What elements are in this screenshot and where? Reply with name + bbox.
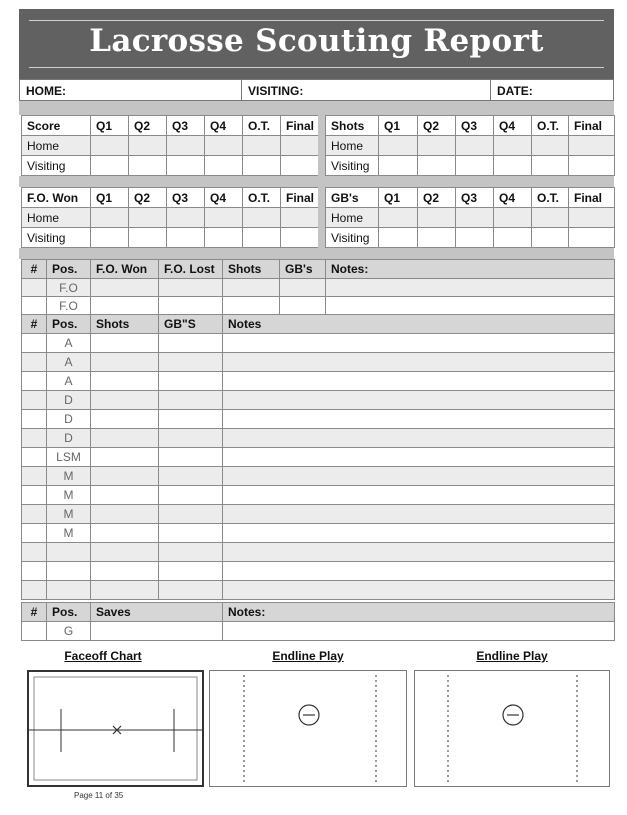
table-row (22, 429, 615, 448)
number-cell[interactable] (22, 429, 47, 448)
position-cell: M (47, 486, 91, 505)
notes-cell[interactable] (223, 622, 615, 641)
fo-cell[interactable] (243, 228, 281, 248)
number-cell[interactable] (22, 279, 47, 297)
q4-header: Q4 (494, 116, 532, 136)
ot-header: O.T. (532, 188, 569, 208)
fo-cell[interactable] (167, 208, 205, 228)
shots-cell[interactable] (418, 136, 456, 156)
shots-cell[interactable] (91, 372, 159, 391)
table-row (22, 279, 615, 297)
number-cell[interactable] (22, 622, 47, 641)
shots-cell[interactable] (91, 410, 159, 429)
number-cell[interactable] (22, 372, 47, 391)
position-cell: M (47, 524, 91, 543)
gb-cell[interactable] (379, 208, 418, 228)
score-cell[interactable] (205, 156, 243, 176)
table-row (22, 467, 615, 486)
position-cell (47, 581, 91, 600)
separator-bar (19, 248, 614, 259)
gbs-cell[interactable] (159, 334, 223, 353)
shots-cell[interactable] (91, 562, 159, 581)
shots-cell[interactable] (418, 156, 456, 176)
q3-header: Q3 (167, 188, 205, 208)
score-cell[interactable] (167, 156, 205, 176)
notes-cell[interactable] (223, 353, 615, 372)
endline-play-label: Endline Play (272, 649, 344, 663)
gbs-cell[interactable] (159, 486, 223, 505)
table-row (22, 581, 615, 600)
banner-rule-bottom (29, 67, 604, 68)
stat-cell[interactable] (223, 279, 280, 297)
shots-cell[interactable] (456, 156, 494, 176)
position-cell: A (47, 334, 91, 353)
pos-header: Pos. (47, 603, 91, 622)
shots-header: Shots (326, 116, 379, 136)
stat-cell[interactable] (159, 279, 223, 297)
final-header: Final (569, 188, 615, 208)
number-cell[interactable] (22, 353, 47, 372)
q3-header: Q3 (456, 116, 494, 136)
notes-cell[interactable] (223, 410, 615, 429)
notes-cell[interactable] (223, 391, 615, 410)
row-label: Home (326, 136, 379, 156)
notes-cell[interactable] (223, 334, 615, 353)
notes-cell[interactable] (326, 297, 615, 315)
q4-header: Q4 (494, 188, 532, 208)
notes-cell[interactable] (223, 467, 615, 486)
groundballs-table (325, 187, 615, 248)
notes-cell[interactable] (223, 562, 615, 581)
fo-won-header: F.O. Won (22, 188, 91, 208)
notes-cell[interactable] (223, 429, 615, 448)
gbs-cell[interactable] (159, 524, 223, 543)
saves-cell[interactable] (91, 622, 223, 641)
shots-cell[interactable] (91, 353, 159, 372)
page-title: Lacrosse Scouting Report (89, 23, 544, 59)
gb-cell[interactable] (532, 208, 569, 228)
gbs-cell[interactable] (159, 505, 223, 524)
shots-cell[interactable] (91, 448, 159, 467)
position-cell: F.O (47, 297, 91, 315)
notes-cell[interactable] (223, 581, 615, 600)
row-label: Home (22, 208, 91, 228)
gb-cell[interactable] (418, 228, 456, 248)
shots-cell[interactable] (91, 467, 159, 486)
faceoff-field-diagram[interactable] (27, 670, 204, 787)
position-cell: F.O (47, 279, 91, 297)
score-cell[interactable] (129, 156, 167, 176)
q3-header: Q3 (456, 188, 494, 208)
number-cell[interactable] (22, 334, 47, 353)
table-row (326, 136, 615, 156)
table-row (22, 297, 615, 315)
table-row (326, 208, 615, 228)
number-cell[interactable] (22, 543, 47, 562)
notes-cell[interactable] (223, 524, 615, 543)
fo-cell[interactable] (91, 228, 129, 248)
ot-header: O.T. (243, 116, 281, 136)
table-row (326, 156, 615, 176)
shots-header: Shots (91, 315, 159, 334)
score-table (21, 115, 319, 176)
ot-header: O.T. (532, 116, 569, 136)
stat-cell[interactable] (223, 297, 280, 315)
fo-cell[interactable] (281, 208, 319, 228)
table-row (22, 486, 615, 505)
position-cell: D (47, 429, 91, 448)
endline-field-svg-2 (415, 671, 609, 786)
table-row (22, 156, 319, 176)
home-field[interactable]: HOME: (20, 80, 242, 100)
notes-cell[interactable] (223, 372, 615, 391)
q2-header: Q2 (129, 188, 167, 208)
endline-field-diagram[interactable] (209, 670, 407, 787)
gb-cell[interactable] (456, 228, 494, 248)
q2-header: Q2 (418, 116, 456, 136)
title-banner (19, 9, 614, 79)
table-row (22, 334, 615, 353)
number-cell[interactable] (22, 448, 47, 467)
shots-cell[interactable] (91, 334, 159, 353)
fo-cell[interactable] (281, 228, 319, 248)
faceoff-chart-label: Faceoff Chart (64, 649, 142, 663)
score-cell[interactable] (129, 136, 167, 156)
gb-cell[interactable] (532, 228, 569, 248)
position-cell: D (47, 410, 91, 429)
table-row (22, 505, 615, 524)
pos-header: Pos. (47, 315, 91, 334)
table-row (22, 543, 615, 562)
number-cell[interactable] (22, 486, 47, 505)
fo-cell[interactable] (91, 208, 129, 228)
page-number: Page 11 of 35 (74, 791, 124, 800)
shots-cell[interactable] (494, 156, 532, 176)
final-header: Final (281, 116, 319, 136)
gbs-cell[interactable] (159, 467, 223, 486)
position-cell (47, 562, 91, 581)
gb-cell[interactable] (569, 228, 615, 248)
gb-cell[interactable] (418, 208, 456, 228)
position-cell (47, 543, 91, 562)
row-label: Visiting (326, 228, 379, 248)
separator-bar (19, 101, 614, 115)
gbs-cell[interactable] (159, 429, 223, 448)
gb-cell[interactable] (379, 228, 418, 248)
stat-cell[interactable] (91, 279, 159, 297)
banner-rule-top (29, 20, 604, 21)
score-cell[interactable] (205, 136, 243, 156)
gbs-header: GB's (280, 260, 326, 279)
gbs-cell[interactable] (159, 353, 223, 372)
position-cell: M (47, 467, 91, 486)
stat-cell[interactable] (280, 297, 326, 315)
gb-cell[interactable] (494, 208, 532, 228)
fo-cell[interactable] (205, 228, 243, 248)
gb-cell[interactable] (456, 208, 494, 228)
shots-header: Shots (223, 260, 280, 279)
number-cell[interactable] (22, 391, 47, 410)
q3-header: Q3 (167, 116, 205, 136)
shots-cell[interactable] (91, 486, 159, 505)
notes-cell[interactable] (223, 543, 615, 562)
fo-lost-header: F.O. Lost (159, 260, 223, 279)
faceoff-table (21, 187, 319, 248)
notes-header: Notes (223, 315, 615, 334)
table-row (22, 622, 615, 641)
table-row (326, 228, 615, 248)
score-cell[interactable] (281, 156, 319, 176)
number-header: # (22, 603, 47, 622)
row-label: Visiting (22, 156, 91, 176)
table-row (22, 372, 615, 391)
notes-cell[interactable] (223, 448, 615, 467)
gbs-cell[interactable] (159, 372, 223, 391)
q1-header: Q1 (379, 188, 418, 208)
number-cell[interactable] (22, 505, 47, 524)
position-cell: G (47, 622, 91, 641)
fo-cell[interactable] (243, 208, 281, 228)
gbs-header: GB's (326, 188, 379, 208)
number-header: # (22, 260, 47, 279)
shots-cell[interactable] (91, 505, 159, 524)
stat-cell[interactable] (280, 279, 326, 297)
table-row (22, 448, 615, 467)
fo-cell[interactable] (129, 228, 167, 248)
position-cell: D (47, 391, 91, 410)
table-row (22, 136, 319, 156)
endline-field-diagram-2[interactable] (414, 670, 610, 787)
number-cell[interactable] (22, 562, 47, 581)
table-row (22, 410, 615, 429)
final-header: Final (281, 188, 319, 208)
score-cell[interactable] (91, 156, 129, 176)
faceoff-field-svg (29, 672, 202, 785)
gbs-cell[interactable] (159, 391, 223, 410)
position-cell: A (47, 372, 91, 391)
fo-cell[interactable] (167, 228, 205, 248)
notes-cell[interactable] (326, 279, 615, 297)
gb-cell[interactable] (569, 208, 615, 228)
row-label: Home (22, 136, 91, 156)
q2-header: Q2 (418, 188, 456, 208)
table-row (22, 391, 615, 410)
q1-header: Q1 (379, 116, 418, 136)
table-row (22, 208, 319, 228)
fo-won-header: F.O. Won (91, 260, 159, 279)
shots-cell[interactable] (91, 524, 159, 543)
shots-cell[interactable] (569, 156, 615, 176)
gb-cell[interactable] (494, 228, 532, 248)
notes-header: Notes: (223, 603, 615, 622)
score-cell[interactable] (243, 136, 281, 156)
notes-cell[interactable] (223, 505, 615, 524)
score-cell[interactable] (281, 136, 319, 156)
number-header: # (22, 315, 47, 334)
pos-header: Pos. (47, 260, 91, 279)
gbs-cell[interactable] (159, 562, 223, 581)
score-header: Score (22, 116, 91, 136)
separator-bar (19, 176, 614, 187)
gbs-cell[interactable] (159, 410, 223, 429)
shots-cell[interactable] (91, 543, 159, 562)
ot-header: O.T. (243, 188, 281, 208)
number-cell[interactable] (22, 581, 47, 600)
game-info-row (19, 79, 614, 101)
final-header: Final (569, 116, 615, 136)
fo-cell[interactable] (129, 208, 167, 228)
row-label: Home (326, 208, 379, 228)
field-players-table (21, 314, 615, 600)
score-cell[interactable] (243, 156, 281, 176)
separator-bar (318, 115, 325, 176)
position-cell: A (47, 353, 91, 372)
shots-cell[interactable] (91, 429, 159, 448)
gbs-cell[interactable] (159, 543, 223, 562)
goalie-table (21, 602, 615, 641)
faceoff-players-table (21, 259, 615, 315)
position-cell: LSM (47, 448, 91, 467)
position-cell: M (47, 505, 91, 524)
saves-header: Saves (91, 603, 223, 622)
fo-cell[interactable] (205, 208, 243, 228)
shots-cell[interactable] (494, 136, 532, 156)
score-cell[interactable] (167, 136, 205, 156)
table-row (22, 524, 615, 543)
endline-field-svg (210, 671, 406, 786)
gbs-cell[interactable] (159, 581, 223, 600)
gbs-header: GB"S (159, 315, 223, 334)
table-row (22, 228, 319, 248)
shots-cell[interactable] (91, 391, 159, 410)
table-row (22, 562, 615, 581)
notes-header: Notes: (326, 260, 615, 279)
separator-bar (318, 187, 325, 248)
date-field[interactable]: DATE: (497, 84, 533, 98)
q4-header: Q4 (205, 116, 243, 136)
shots-cell[interactable] (456, 136, 494, 156)
row-label: Visiting (326, 156, 379, 176)
shots-cell[interactable] (532, 156, 569, 176)
shots-cell[interactable] (569, 136, 615, 156)
q2-header: Q2 (129, 116, 167, 136)
number-cell[interactable] (22, 297, 47, 315)
number-cell[interactable] (22, 410, 47, 429)
endline-play-label-2: Endline Play (476, 649, 548, 663)
shots-table (325, 115, 615, 176)
shots-cell[interactable] (91, 581, 159, 600)
gbs-cell[interactable] (159, 448, 223, 467)
number-cell[interactable] (22, 467, 47, 486)
stat-cell[interactable] (91, 297, 159, 315)
q1-header: Q1 (91, 188, 129, 208)
shots-cell[interactable] (532, 136, 569, 156)
shots-cell[interactable] (379, 136, 418, 156)
score-cell[interactable] (91, 136, 129, 156)
stat-cell[interactable] (159, 297, 223, 315)
row-label: Visiting (22, 228, 91, 248)
q1-header: Q1 (91, 116, 129, 136)
shots-cell[interactable] (379, 156, 418, 176)
number-cell[interactable] (22, 524, 47, 543)
q4-header: Q4 (205, 188, 243, 208)
table-row (22, 353, 615, 372)
notes-cell[interactable] (223, 486, 615, 505)
visiting-field[interactable]: VISITING: (242, 80, 491, 100)
